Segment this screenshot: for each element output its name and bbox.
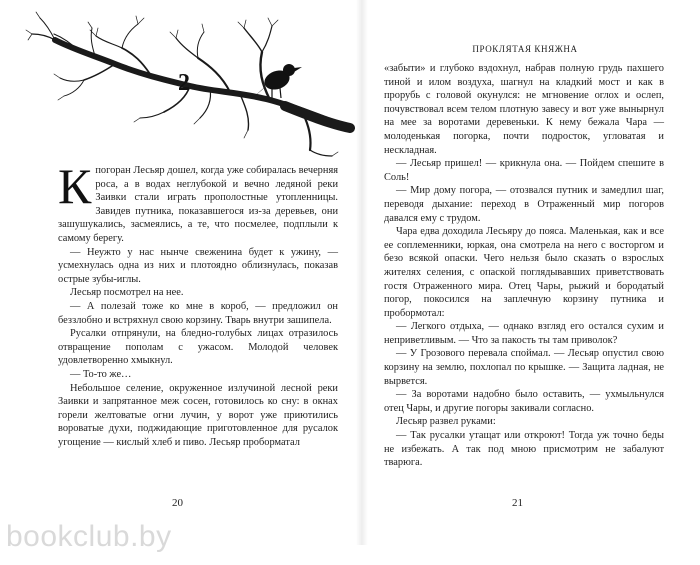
page-number-left: 20 <box>172 497 183 509</box>
paragraph: — Мир дому погора, — отозвался путник и замедлил шаг, переводя дыхание: переход в Отраженный мир погоров давался ему с трудом. <box>384 185 664 224</box>
paragraph: Чара едва доходила Лесьяру до пояса. Маленькая, как и все ее соплеменники, юркая, она смотрела на него с восторгом и безо всякой опаски. Чего нельзя было сказать о взрослых жителях селения, с опаской поглядывавших приветствовать гостя Отраженного мира. Отец Чары, рыжий и бородатый погор, покосился на заплечную корзину путника и пробормотал: <box>384 226 664 319</box>
page-number-right: 21 <box>512 497 523 509</box>
right-page-text <box>384 62 664 470</box>
paragraph: — Легкого отдыха, — однако взгляд его остался сухим и неприветливым. — Что за пакость ты там приволок? <box>384 321 664 346</box>
paragraph: Русалки отпрянули, на бледно-голубых лицах отразилось отвращение пополам с ужасом. Молодой человек удовлетворенно хмыкнул. <box>58 328 338 367</box>
left-page-text <box>58 158 338 449</box>
chapter-number: 2 <box>178 70 190 96</box>
paragraph: — То-то же… <box>70 368 132 380</box>
paragraph: Лесьяр посмотрел на нее. <box>70 287 184 299</box>
paragraph: — Так русалки утащат или откроют! Тогда уж точно беды не избежать. А так под мною присмотрим не забалуют тварюга. <box>384 430 664 469</box>
paragraph: — Лесьяр пришел! — крикнула она. — Пойдем спешите в Соль! <box>384 158 664 183</box>
paragraph: Кпогоран Лесьяр дошел, когда уже собиралась вечерняя роса, а в водах неглубокой и вечно ледяной реки Заивки стали играть прополостные утопленницы. Завидев путника, показавшегося из-за деревьев, они зашушукались, засмеялись, а те, что посмелее, подплыли к самому берегу. <box>58 158 338 244</box>
left-page <box>0 0 362 540</box>
paragraph: — Неужто у нас нынче свеженина будет к ужину, — усмехнулась одна из них и плотоядно облизнулась, показав острые зубы-иглы. <box>58 246 338 285</box>
paragraph: — А полезай тоже ко мне в короб, — предложил он беззлобно и встряхнул свою корзину. Тварь внутри зашипела. <box>58 300 338 326</box>
paragraph: — За воротами надобно было оставить, — ухмыльнулся отец Чары, и другие погоры закивали согласно. <box>384 389 664 414</box>
paragraph: Небольшое селение, окруженное излучиной лесной реки Заивки и запрятанное меж сосен, готовилось ко сну: в окнах горели желтоватые огни лучин, у ворот уже приютились вороватые духи, поджидающие приготовленное для русалок угощение — кислый хлеб и пиво. Лесьяр проборматал <box>58 382 338 448</box>
paragraph: Лесьяр развел руками: <box>396 416 496 428</box>
drop-cap: К <box>58 158 92 214</box>
paragraph: — У Грозового перевала споймал. — Лесьяр опустил свою корзину на землю, похлопал по крышке. — Защита ладная, не вырвется. <box>384 348 664 387</box>
running-head: ПРОКЛЯТАЯ КНЯЖНА <box>472 44 578 54</box>
paragraph: «забыти» и глубоко вздохнул, набрав полную грудь пахшего тиной и илом воздуха, шагнул на кладкий мост и как в прорубь с головой окунулся: не мгновение оглох и ослеп, почувствовал всем телом плотную завесу и вот уже вынырнул на мее за воротами деревеньки. К нему бежала Чара — молоденькая погорка, почти подросток, угловатая и нескладная. <box>384 63 664 156</box>
site-watermark: bookclub.by <box>6 520 172 553</box>
